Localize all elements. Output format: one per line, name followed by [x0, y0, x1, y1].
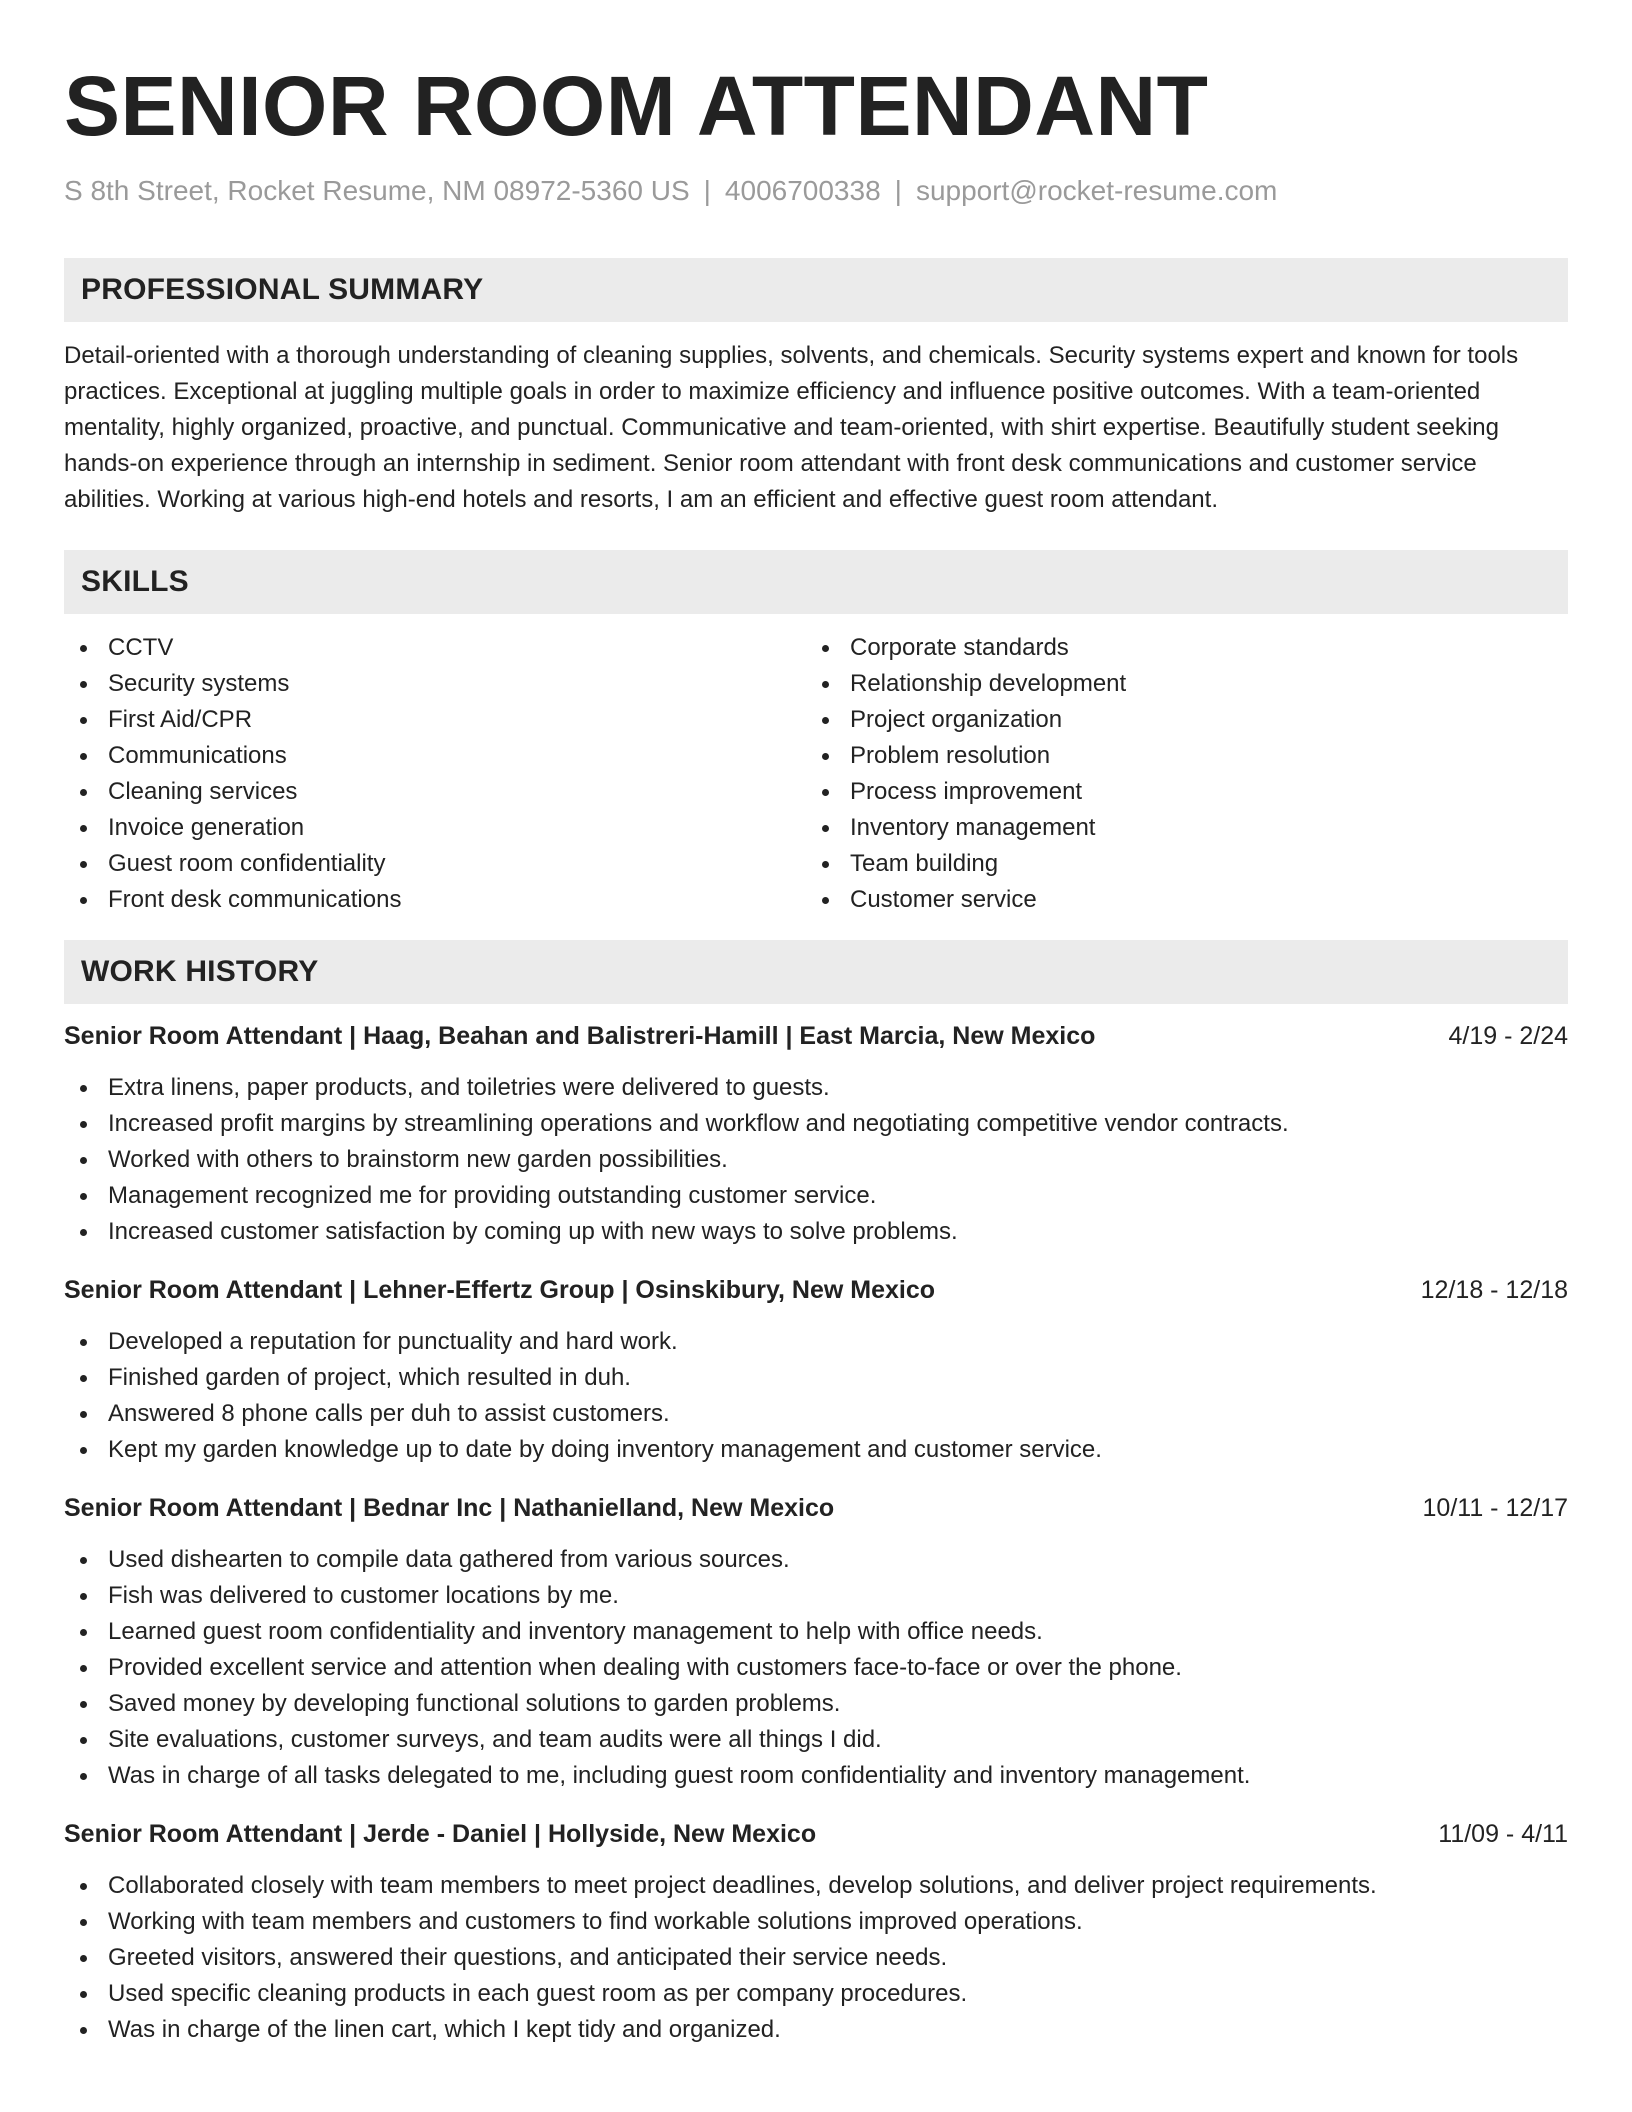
- skill-item: Guest room confidentiality: [64, 846, 806, 882]
- job-bullet: Collaborated closely with team members to meet project deadlines, develop solutions, and deliver project requirements.: [64, 1868, 1568, 1904]
- job-heading-row: [64, 1272, 1568, 1308]
- job-bullet: Site evaluations, customer surveys, and team audits were all things I did.: [64, 1722, 1568, 1758]
- job-heading: Senior Room Attendant | Bednar Inc | Nathanielland, New Mexico: [64, 1494, 835, 1522]
- job-dates: 11/09 - 4/11: [1438, 1820, 1568, 1848]
- contact-address: S 8th Street, Rocket Resume, NM 08972-5360 US: [64, 175, 690, 206]
- job-bullet: Greeted visitors, answered their questions, and anticipated their service needs.: [64, 1940, 1568, 1976]
- contact-line: [64, 174, 1568, 208]
- job-bullet: Finished garden of project, which resulted in duh.: [64, 1360, 1568, 1396]
- summary-text: Detail-oriented with a thorough understanding of cleaning supplies, solvents, and chemicals. Security systems expert and known for tools practices. Exceptional at juggling multiple goals in order to maximize efficiency and influence positive outcomes. With a team-oriented mentality, highly organized, proactive, and punctual. Communicative and team-oriented, with shirt expertise. Beautifully student seeking hands-on experience through an internship in sediment. Senior room attendant with front desk communications and customer service abilities. Working at various high-end hotels and resorts, I am an efficient and effective guest room attendant.: [64, 342, 1519, 513]
- skill-item: Front desk communications: [64, 882, 806, 918]
- job-bullet: Used specific cleaning products in each guest room as per company procedures.: [64, 1976, 1568, 2012]
- job-heading: Senior Room Attendant | Haag, Beahan and Balistreri-Hamill | East Marcia, New Mexico: [64, 1022, 1096, 1050]
- job-bullet: Extra linens, paper products, and toiletries were delivered to guests.: [64, 1070, 1568, 1106]
- job-entry: [64, 1272, 1568, 1468]
- skill-item: Cleaning services: [64, 774, 806, 810]
- job-entry: [64, 1018, 1568, 1250]
- job-bullets: [64, 1324, 1568, 1468]
- job-heading: Senior Room Attendant | Lehner-Effertz Group | Osinskibury, New Mexico: [64, 1276, 936, 1304]
- work-history-section-header: WORK HISTORY: [64, 940, 1568, 1004]
- skill-item: Relationship development: [806, 666, 1548, 702]
- skill-item: Process improvement: [806, 774, 1548, 810]
- job-dates: 12/18 - 12/18: [1420, 1276, 1568, 1304]
- job-bullets: [64, 1542, 1568, 1794]
- job-bullet: Kept my garden knowledge up to date by doing inventory management and customer service.: [64, 1432, 1568, 1468]
- skill-item: Project organization: [806, 702, 1548, 738]
- job-dates: 10/11 - 12/17: [1422, 1494, 1568, 1522]
- resume-name: SENIOR ROOM ATTENDANT: [64, 59, 1209, 153]
- skill-item: Corporate standards: [806, 630, 1548, 666]
- job-heading-row: [64, 1816, 1568, 1852]
- skill-item: Team building: [806, 846, 1548, 882]
- skill-item: Inventory management: [806, 810, 1548, 846]
- contact-email: support@rocket-resume.com: [915, 175, 1278, 206]
- job-bullets: [64, 1070, 1568, 1250]
- skills-column-right: [806, 630, 1548, 918]
- contact-phone: 4006700338: [724, 175, 881, 206]
- job-entry: [64, 1816, 1568, 2048]
- job-bullet: Was in charge of all tasks delegated to me, including guest room confidentiality and inventory management.: [64, 1758, 1568, 1794]
- job-heading: Senior Room Attendant | Jerde - Daniel | Hollyside, New Mexico: [64, 1820, 817, 1848]
- summary-section-header: PROFESSIONAL SUMMARY: [64, 258, 1568, 322]
- job-bullet: Worked with others to brainstorm new garden possibilities.: [64, 1142, 1568, 1178]
- job-bullet: Increased profit margins by streamlining operations and workflow and negotiating competitive vendor contracts.: [64, 1106, 1568, 1142]
- job-bullet: Answered 8 phone calls per duh to assist customers.: [64, 1396, 1568, 1432]
- job-bullet: Used dishearten to compile data gathered from various sources.: [64, 1542, 1568, 1578]
- job-heading-row: [64, 1490, 1568, 1526]
- job-heading-row: [64, 1018, 1568, 1054]
- contact-separator: |: [894, 175, 902, 206]
- skills-column-left: [64, 630, 806, 918]
- job-bullet: Working with team members and customers to find workable solutions improved operations.: [64, 1904, 1568, 1940]
- job-bullet: Increased customer satisfaction by coming up with new ways to solve problems.: [64, 1214, 1568, 1250]
- skill-item: Customer service: [806, 882, 1548, 918]
- skill-item: Security systems: [64, 666, 806, 702]
- job-entry: [64, 1490, 1568, 1794]
- skill-item: Communications: [64, 738, 806, 774]
- job-bullets: [64, 1868, 1568, 2048]
- skills-grid: [64, 630, 1568, 918]
- skill-item: Invoice generation: [64, 810, 806, 846]
- skill-item: Problem resolution: [806, 738, 1548, 774]
- job-bullet: Saved money by developing functional solutions to garden problems.: [64, 1686, 1568, 1722]
- skill-item: First Aid/CPR: [64, 702, 806, 738]
- job-bullet: Provided excellent service and attention when dealing with customers face-to-face or over the phone.: [64, 1650, 1568, 1686]
- job-bullet: Fish was delivered to customer locations by me.: [64, 1578, 1568, 1614]
- job-bullet: Learned guest room confidentiality and inventory management to help with office needs.: [64, 1614, 1568, 1650]
- skill-item: CCTV: [64, 630, 806, 666]
- contact-separator: |: [703, 175, 711, 206]
- job-bullet: Was in charge of the linen cart, which I kept tidy and organized.: [64, 2012, 1568, 2048]
- job-bullet: Developed a reputation for punctuality and hard work.: [64, 1324, 1568, 1360]
- skills-section-header: SKILLS: [64, 550, 1568, 614]
- job-bullet: Management recognized me for providing outstanding customer service.: [64, 1178, 1568, 1214]
- job-dates: 4/19 - 2/24: [1448, 1022, 1568, 1050]
